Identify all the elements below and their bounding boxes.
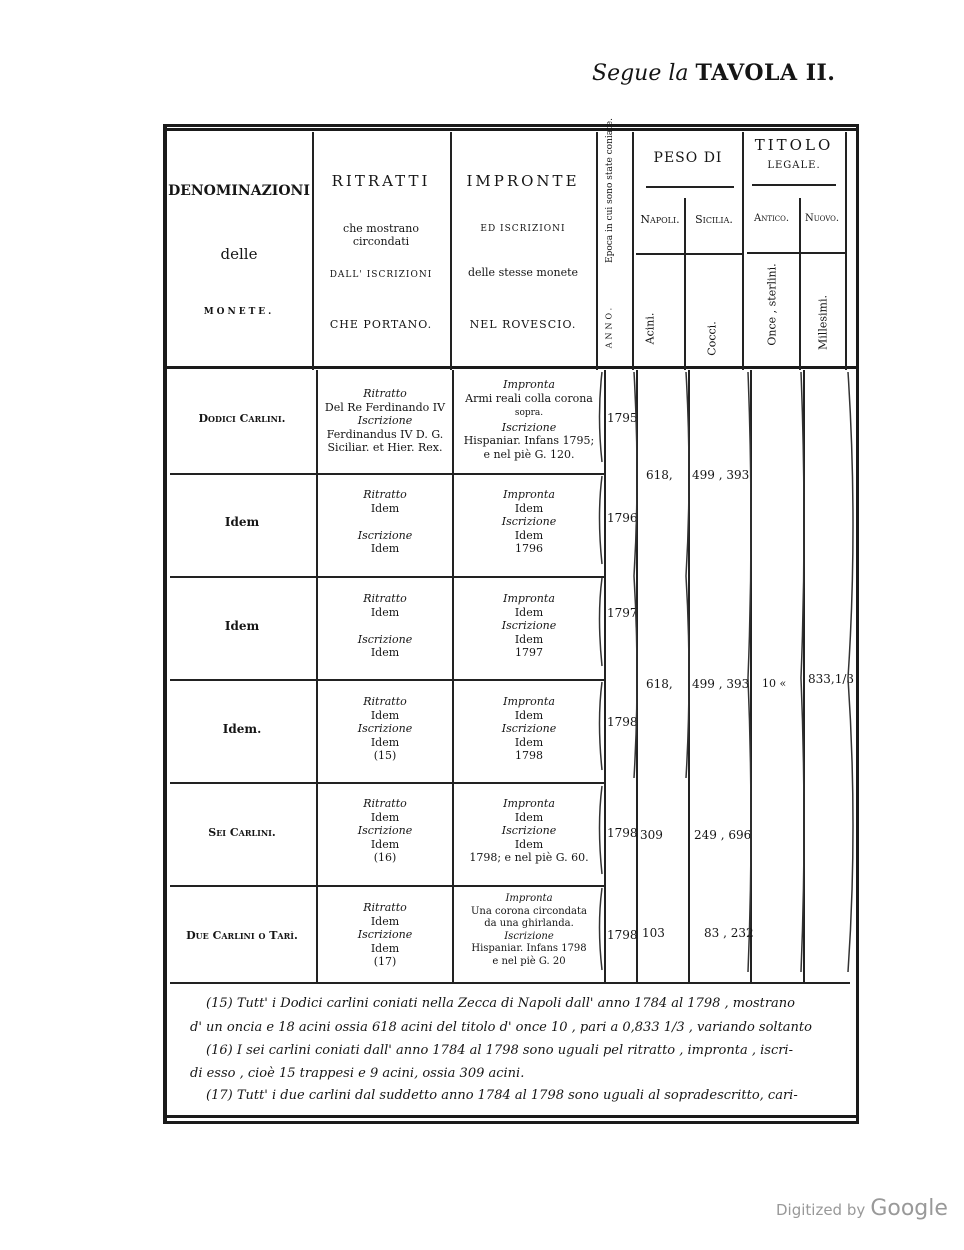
header-legale: LEGALE. [767, 160, 821, 171]
brace [634, 372, 637, 778]
cell-line: 1797 [515, 646, 543, 659]
running-title-italic: Segue la [592, 61, 689, 86]
cell-line: 1798; e nel piè G. 60. [469, 851, 589, 864]
cell-line: Idem [370, 941, 400, 955]
cell-line: Iscrizione [504, 930, 554, 942]
brace-lines [596, 366, 866, 986]
header-sicilia: Sicilia. [695, 213, 733, 226]
row-rule [170, 885, 604, 887]
cell-line: Iscrizione [501, 619, 557, 632]
top-double-rule [165, 128, 857, 131]
row-ritratti [318, 797, 452, 865]
brace [801, 372, 804, 972]
running-title [592, 60, 835, 86]
cell-line: Siciliar. et Hier. Rex. [327, 441, 443, 454]
cell-line: Ritratto [363, 592, 407, 605]
cell-line: Ritratto [363, 695, 407, 708]
header-antico: Antico. [753, 213, 790, 224]
header-acini: Acini. [643, 312, 657, 345]
row-anno: 1797 [607, 606, 638, 620]
header-monete: MONETE. [203, 307, 275, 317]
col-rule [845, 132, 847, 370]
cell-line: 1798 [515, 749, 543, 762]
row-sicilia: 249 , 696 [694, 828, 752, 842]
cell-line: Idem [370, 810, 400, 824]
row-impronte [454, 797, 604, 865]
row-impronte [454, 695, 604, 763]
row-ritratti [318, 695, 452, 763]
row-ritratti [318, 901, 452, 969]
header-once-sterlini: Once , sterlini. [765, 263, 779, 346]
cell-line: Idem [514, 632, 544, 646]
cell-line: Idem [514, 501, 544, 515]
header-ritratti-sub: che mostrano circondati [343, 222, 419, 248]
row-name: Idem. [222, 722, 262, 736]
row-rule [170, 679, 604, 681]
cell-line: Impronta [503, 695, 555, 708]
cell-line: da una ghirlanda. [484, 918, 574, 929]
row-napoli: 309 [640, 828, 663, 842]
brace [600, 372, 603, 462]
cell-line: sopra. [514, 408, 544, 418]
footnote-16-cont: di esso , cioè 15 trappesi e 9 acini, ossia 309 acini. [190, 1066, 525, 1081]
header-titolo: TITOLO [754, 136, 834, 154]
grouped-sicilia: 499 , 393 [692, 677, 750, 691]
brace-titolo [752, 184, 836, 188]
row-ritratti [318, 592, 452, 660]
cell-line: Impronta [503, 378, 555, 391]
footnote-15-cont: d' un oncia e 18 acini ossia 618 acini del titolo d' once 10 , pari a 0,833 1/3 , variando soltanto [190, 1020, 812, 1035]
cell-line: Idem [514, 605, 544, 619]
cell-line: Iscrizione [357, 928, 413, 941]
cell-line: Idem [370, 914, 400, 928]
cell-line: Impronta [503, 797, 555, 810]
cell-line: Idem [514, 810, 544, 824]
bottom-double-rule [165, 1115, 857, 1118]
col-rule [632, 132, 634, 370]
header-millesimi: Millesimi. [816, 295, 830, 350]
cell-line: Idem [370, 605, 400, 619]
cell-line: Idem [370, 735, 400, 749]
row-name: Sei Carlini. [208, 826, 276, 839]
cell-line: (16) [373, 851, 397, 864]
watermark-prefix: Digitized by [776, 1201, 866, 1219]
grouped-sicilia: 499 , 393 [692, 468, 750, 482]
header-impronte-rovescio: NEL ROVESCIO. [469, 318, 577, 331]
row-anno: 1795 [607, 411, 638, 425]
row-anno: 1798 [607, 826, 638, 840]
running-title-table: TAVOLA II. [695, 60, 836, 86]
header-anno: ANNO. [604, 304, 614, 349]
col-rule [312, 132, 314, 370]
cell-line: Iscrizione [357, 824, 413, 837]
col-rule [596, 132, 598, 370]
footnote-15: (15) Tutt' i Dodici carlini coniati nella Zecca di Napoli dall' anno 1784 al 1798 , mostrano [206, 996, 795, 1011]
header-ritratti-portano: CHE PORTANO. [329, 318, 433, 331]
cell-line: Iscrizione [357, 632, 413, 646]
cell-line: Iscrizione [357, 528, 413, 542]
header-epoca: Epoca in cui sono state coniate. [605, 118, 615, 263]
brace [748, 372, 751, 972]
cell-line: Ritratto [363, 387, 407, 400]
cell-line: Armi reali colla corona [465, 391, 593, 405]
row-sicilia: 83 , 232 [704, 926, 754, 940]
header-denominazioni: DENOMINAZIONI [168, 183, 310, 199]
col-rule [450, 132, 452, 370]
row-name: Due Carlini o Tarì. [186, 929, 298, 942]
header-cocci: Cocci. [705, 321, 719, 356]
header-impronte-stesse: delle stesse monete [467, 266, 579, 279]
cell-line: Del Re Ferdinando IV [324, 400, 446, 414]
cell-line: Impronta [505, 893, 553, 904]
row-anno: 1796 [607, 511, 638, 525]
grouped-nuovo: 833,1/3 [808, 672, 855, 686]
row-napoli: 103 [642, 926, 665, 940]
cell-line: Iscrizione [357, 722, 413, 735]
grouped-napoli: 618, [646, 468, 673, 482]
cell-line: (15) [373, 749, 397, 762]
brace [600, 578, 603, 666]
watermark [776, 1196, 948, 1221]
row-impronte [454, 488, 604, 556]
footnote-17: (17) Tutt' i due carlini dal suddetto anno 1784 al 1798 sono uguali al sopradescritto, cari- [206, 1088, 798, 1103]
cell-line: Ritratto [363, 901, 407, 914]
row-rule [170, 782, 604, 784]
cell-line: Hispaniar. Infans 1795; [463, 434, 595, 447]
cell-line: Idem [514, 708, 544, 722]
header-peso-di: PESO DI [653, 150, 723, 166]
watermark-brand: Google [870, 1196, 948, 1221]
brace-peso [646, 186, 734, 190]
header-impronte: IMPRONTE [466, 172, 580, 190]
header-ritratti-iscrizioni: DALL' ISCRIZIONI [329, 270, 433, 280]
row-rule [170, 576, 604, 578]
cell-line: Idem [514, 528, 544, 542]
cell-line: e nel piè G. 20 [492, 955, 566, 967]
cell-line: Idem [370, 646, 400, 659]
cell-line: Idem [514, 735, 544, 749]
brace [600, 786, 603, 874]
brace [600, 888, 603, 970]
row-rule [636, 253, 742, 255]
header-nuovo: Nuovo. [804, 213, 840, 224]
row-name: Dodici Carlini. [198, 412, 286, 425]
row-impronte [454, 592, 604, 660]
cell-line: Iscrizione [357, 414, 413, 427]
header-ritratti: RITRATTI [331, 172, 431, 190]
cell-line: Ritratto [363, 488, 407, 501]
header-napoli: Napoli. [640, 213, 680, 226]
cell-line: Idem [370, 708, 400, 722]
brace [600, 476, 603, 564]
brace [686, 372, 689, 778]
brace [600, 682, 603, 770]
cell-line: e nel piè G. 120. [483, 447, 575, 461]
grouped-antico: 10 « [762, 677, 787, 690]
row-ritratti [318, 488, 452, 556]
cell-line: Impronta [503, 592, 555, 605]
cell-line: Idem [370, 501, 400, 515]
header-impronte-iscrizioni: ED ISCRIZIONI [480, 224, 566, 234]
grouped-napoli: 618, [646, 677, 673, 691]
row-ritratti [318, 387, 452, 455]
cell-line: Ritratto [363, 797, 407, 810]
row-anno: 1798 [607, 715, 638, 729]
cell-line: Ferdinandus IV D. G. [326, 427, 444, 441]
cell-line: Idem [370, 542, 400, 555]
cell-line: Idem [370, 837, 400, 851]
col-rule [316, 370, 318, 982]
cell-line: Impronta [503, 488, 555, 501]
header-delle: delle [220, 245, 258, 263]
row-rule [747, 252, 845, 254]
cell-line: Una corona circondata [471, 905, 587, 917]
brace [848, 372, 853, 972]
row-name: Idem [224, 515, 260, 529]
cell-line: Iscrizione [501, 722, 557, 735]
row-impronte [454, 893, 604, 968]
cell-line: Idem [514, 837, 544, 851]
cell-line: Iscrizione [501, 420, 557, 434]
col-rule [452, 370, 454, 982]
row-impronte [454, 378, 604, 461]
cell-line: Hispaniar. Infans 1798 [471, 943, 587, 954]
row-rule [170, 473, 604, 475]
row-anno: 1798 [607, 928, 638, 942]
cell-line: Iscrizione [501, 824, 557, 837]
cell-line: 1796 [515, 542, 543, 555]
cell-line: (17) [373, 955, 397, 968]
cell-line: Iscrizione [501, 515, 557, 528]
row-name: Idem [224, 619, 260, 633]
footnote-16: (16) I sei carlini coniati dall' anno 1784 al 1798 sono uguali pel ritratto , impronta , iscri- [206, 1043, 793, 1058]
